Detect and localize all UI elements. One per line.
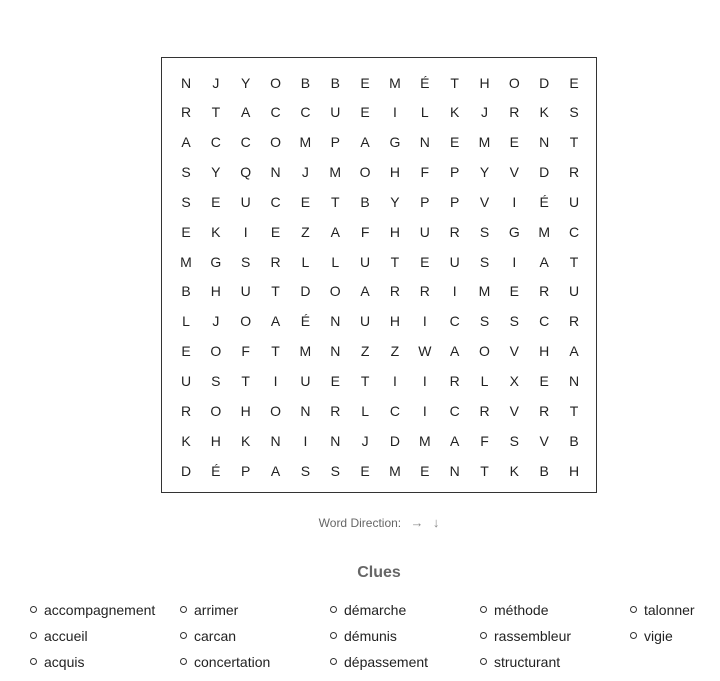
grid-letter[interactable]: I (512, 253, 517, 270)
grid-row (162, 217, 596, 247)
clue-item (480, 599, 571, 625)
clue-item (330, 651, 428, 677)
bullet-icon (330, 658, 337, 665)
grid-letter[interactable]: H (539, 343, 550, 360)
grid-letter[interactable]: C (240, 134, 251, 151)
grid-letter[interactable]: E (360, 74, 370, 91)
grid-letter[interactable]: D (539, 164, 550, 181)
grid-letter[interactable]: S (509, 432, 520, 449)
grid-letter[interactable]: O (270, 402, 281, 419)
grid-letter[interactable]: F (480, 432, 489, 449)
grid-letter[interactable]: C (270, 104, 281, 121)
grid-letter[interactable]: P (449, 193, 460, 210)
grid-letter[interactable]: N (270, 432, 281, 449)
bullet-icon (480, 606, 487, 613)
grid-letter[interactable]: S (211, 373, 221, 389)
grid-letter[interactable]: T (569, 402, 579, 419)
grid-letter[interactable]: A (360, 283, 370, 300)
grid-letter[interactable]: E (181, 343, 191, 360)
grid-letter[interactable]: M (299, 343, 312, 360)
grid-letter[interactable]: B (539, 462, 549, 479)
grid-letter[interactable]: A (360, 134, 370, 151)
grid-letter[interactable]: R (330, 402, 341, 419)
grid-row (162, 306, 596, 336)
grid-letter[interactable]: A (569, 343, 579, 360)
clue-column (30, 599, 155, 677)
clue-item (180, 625, 270, 651)
grid-letter[interactable]: B (330, 74, 340, 91)
grid-letter[interactable]: I (243, 223, 248, 240)
grid-letter[interactable]: É (211, 462, 221, 479)
grid-letter[interactable]: E (509, 134, 520, 151)
grid-letter[interactable]: O (479, 343, 490, 360)
grid-letter[interactable]: A (181, 134, 191, 151)
grid-row (162, 276, 596, 306)
grid-letter[interactable]: S (509, 313, 520, 330)
grid-letter[interactable]: U (568, 283, 580, 300)
grid-letter[interactable]: T (480, 462, 489, 479)
grid-letter[interactable]: J (212, 74, 220, 91)
grid-letter[interactable]: L (182, 313, 190, 330)
grid-letter[interactable]: Z (301, 223, 310, 240)
grid-letter[interactable]: I (303, 432, 308, 449)
grid-letter[interactable]: K (211, 223, 221, 240)
word-direction (0, 515, 720, 530)
clue-word: accompagnement (44, 602, 156, 618)
grid-row (162, 187, 596, 217)
grid-letter[interactable]: S (479, 253, 490, 270)
grid-letter[interactable]: J (361, 432, 369, 449)
arrow-down-icon: ↓ (432, 515, 440, 530)
grid-letter[interactable]: K (509, 462, 520, 479)
grid-letter[interactable]: M (478, 134, 491, 151)
clue-item (630, 599, 695, 625)
clue-column (480, 599, 571, 677)
bullet-icon (30, 658, 37, 665)
grid-letter[interactable]: I (452, 283, 457, 300)
grid-letter[interactable]: E (300, 193, 311, 210)
grid-letter[interactable]: U (300, 373, 311, 389)
grid-letter[interactable]: É (300, 313, 311, 330)
grid-letter[interactable]: A (330, 223, 340, 240)
grid-letter[interactable]: É (539, 193, 549, 210)
clue-item (30, 599, 155, 625)
grid-letter[interactable]: T (569, 253, 579, 270)
grid-letter[interactable]: D (389, 432, 400, 449)
grid-letter[interactable]: S (479, 223, 490, 240)
grid-letter[interactable]: H (479, 74, 490, 91)
grid-letter[interactable]: M (538, 223, 551, 240)
grid-letter[interactable]: R (509, 104, 520, 121)
grid-letter[interactable]: G (508, 223, 520, 240)
grid-letter[interactable]: C (449, 313, 460, 330)
grid-letter[interactable]: F (360, 223, 370, 240)
grid-letter[interactable]: R (389, 283, 400, 300)
grid-letter[interactable]: S (330, 462, 340, 479)
clue-item (330, 599, 428, 625)
grid-letter[interactable]: N (539, 134, 550, 151)
grid-row (162, 97, 596, 127)
clue-word: acquis (44, 654, 85, 670)
grid-letter[interactable]: M (418, 432, 431, 449)
grid-letter[interactable]: K (449, 104, 460, 121)
grid-letter[interactable]: K (241, 432, 251, 449)
grid-letter[interactable]: R (479, 402, 490, 419)
grid-row (162, 127, 596, 157)
clue-item (30, 625, 155, 651)
grid-letter[interactable]: I (422, 313, 427, 330)
grid-letter[interactable]: T (241, 373, 250, 389)
grid-letter[interactable]: C (568, 223, 580, 240)
bullet-icon (180, 632, 187, 639)
clue-word: méthode (494, 602, 549, 618)
grid-letter[interactable]: A (449, 343, 460, 360)
grid-letter[interactable]: H (240, 402, 251, 419)
grid-letter[interactable]: U (360, 313, 371, 330)
bullet-icon (30, 632, 37, 639)
clue-word: vigie (644, 628, 673, 644)
grid-letter[interactable]: M (478, 283, 491, 300)
grid-letter[interactable]: B (569, 432, 579, 449)
grid-letter[interactable]: V (539, 432, 549, 449)
grid-letter[interactable]: O (210, 343, 222, 360)
grid-letter[interactable]: J (212, 313, 220, 330)
grid-letter[interactable]: N (568, 373, 580, 389)
grid-letter[interactable]: R (419, 283, 430, 300)
grid-letter[interactable]: O (359, 164, 371, 181)
grid-letter[interactable]: C (300, 104, 311, 121)
clue-item (180, 651, 270, 677)
grid-letter[interactable]: M (180, 253, 192, 270)
grid-letter[interactable]: V (509, 164, 520, 181)
grid-letter[interactable]: P (420, 193, 430, 210)
grid-letter[interactable]: A (270, 313, 281, 330)
grid-letter[interactable]: C (270, 193, 281, 210)
grid-letter[interactable]: R (539, 283, 550, 300)
grid-letter[interactable]: N (330, 313, 341, 330)
clue-item (480, 651, 571, 677)
grid-letter[interactable]: R (449, 223, 460, 240)
grid-letter[interactable]: U (360, 253, 371, 270)
grid-letter[interactable]: S (300, 462, 311, 479)
clue-item (630, 625, 695, 651)
grid-letter[interactable]: K (539, 104, 549, 121)
grid-letter[interactable]: H (210, 432, 221, 449)
clue-word: concertation (194, 654, 271, 670)
grid-letter[interactable]: C (539, 313, 550, 330)
grid-letter[interactable]: F (241, 343, 250, 360)
grid-letter[interactable]: F (420, 164, 430, 181)
clue-word: démarche (344, 602, 407, 618)
grid-letter[interactable]: E (569, 74, 579, 91)
grid-row (162, 456, 596, 486)
grid-letter[interactable]: U (330, 104, 341, 121)
grid-letter[interactable]: R (449, 373, 460, 389)
grid-letter[interactable]: J (301, 164, 309, 181)
grid-letter[interactable]: S (479, 313, 490, 330)
bullet-icon (480, 632, 487, 639)
grid-row (162, 157, 596, 187)
clue-word: arrimer (194, 602, 239, 618)
bullet-icon (480, 658, 487, 665)
grid-letter[interactable]: Y (390, 193, 400, 210)
grid-letter[interactable]: T (211, 104, 221, 121)
grid-letter[interactable]: H (210, 283, 221, 300)
grid-letter[interactable]: R (568, 164, 580, 181)
grid-letter[interactable]: T (569, 134, 579, 151)
grid-letter[interactable]: O (270, 134, 281, 151)
grid-letter[interactable]: Y (241, 74, 251, 91)
grid-letter[interactable]: O (329, 283, 341, 300)
grid-letter[interactable]: N (449, 462, 460, 479)
clue-word: dépassement (344, 654, 429, 670)
bullet-icon (330, 606, 337, 613)
grid-letter[interactable]: U (240, 283, 251, 300)
grid-letter[interactable]: P (241, 462, 251, 479)
grid-letter[interactable]: G (389, 134, 401, 151)
grid-letter[interactable]: E (211, 193, 221, 210)
grid-letter[interactable]: X (509, 373, 520, 389)
grid-letter[interactable]: U (240, 193, 251, 210)
grid-row (162, 426, 596, 456)
grid-letter[interactable]: M (389, 462, 401, 479)
clue-word: accueil (44, 628, 88, 644)
clue-column (630, 599, 695, 651)
grid-letter[interactable]: N (419, 134, 430, 151)
grid-letter[interactable]: B (181, 283, 191, 300)
grid-letter[interactable]: T (450, 74, 459, 91)
grid-letter[interactable]: L (361, 402, 369, 419)
grid-letter[interactable]: K (181, 432, 191, 449)
grid-letter[interactable]: M (329, 164, 342, 181)
grid-letter[interactable]: A (270, 462, 281, 479)
grid-letter[interactable]: Z (390, 343, 400, 360)
grid-letter[interactable]: C (210, 134, 221, 151)
grid-letter[interactable]: G (210, 253, 222, 270)
grid-letter[interactable]: H (389, 164, 400, 181)
grid-letter[interactable]: I (392, 373, 397, 389)
grid-letter[interactable]: L (301, 253, 310, 270)
grid-letter[interactable]: Q (240, 164, 252, 181)
grid-row (162, 366, 596, 396)
clue-word: démunis (344, 628, 397, 644)
bullet-icon (630, 632, 637, 639)
word-direction-label: Word Direction: (318, 516, 402, 530)
grid-letter[interactable]: Y (211, 164, 221, 181)
grid-row (162, 336, 596, 366)
grid-letter[interactable]: R (568, 313, 580, 330)
grid-letter[interactable]: A (241, 104, 251, 121)
grid-letter[interactable]: Y (479, 164, 490, 181)
grid-letter[interactable]: R (180, 402, 192, 419)
grid-letter[interactable]: L (420, 104, 429, 121)
grid-letter[interactable]: S (241, 253, 251, 270)
grid-letter[interactable]: P (449, 164, 460, 181)
grid-letter[interactable]: I (392, 104, 397, 121)
grid-letter[interactable]: I (422, 373, 427, 389)
grid-letter[interactable]: N (330, 343, 341, 360)
grid-letter[interactable]: E (420, 253, 430, 270)
grid-letter[interactable]: Z (360, 343, 370, 360)
grid-letter[interactable]: I (512, 193, 517, 210)
grid-letter[interactable]: H (389, 313, 400, 330)
grid-letter[interactable]: V (479, 193, 490, 210)
grid-letter[interactable]: T (271, 283, 280, 300)
grid-row (162, 247, 596, 277)
grid-row (162, 396, 596, 426)
grid-letter[interactable]: É (420, 74, 430, 91)
grid-letter[interactable]: C (449, 402, 460, 419)
grid-row (162, 68, 596, 98)
clue-word: talonner (644, 602, 695, 618)
bullet-icon (330, 632, 337, 639)
grid-letter[interactable]: O (508, 74, 520, 91)
grid-letter[interactable]: E (420, 462, 430, 479)
grid-letter[interactable]: L (480, 373, 489, 389)
grid-letter[interactable]: N (180, 74, 192, 91)
grid-letter[interactable]: S (181, 164, 191, 181)
grid-letter[interactable]: E (449, 134, 460, 151)
grid-letter[interactable]: U (419, 223, 430, 240)
grid-letter[interactable]: P (330, 134, 340, 151)
grid-letter[interactable]: E (330, 373, 340, 389)
grid-letter[interactable]: H (389, 223, 400, 240)
grid-letter[interactable]: D (300, 283, 311, 300)
grid-letter[interactable]: T (390, 253, 400, 270)
grid-letter[interactable]: E (181, 223, 191, 240)
clue-column (180, 599, 270, 677)
grid-letter[interactable]: C (389, 402, 400, 419)
bullet-icon (180, 606, 187, 613)
grid-letter[interactable]: U (568, 193, 580, 210)
grid-letter[interactable]: N (330, 432, 341, 449)
word-search-grid (161, 57, 597, 493)
grid-letter[interactable]: O (210, 402, 222, 419)
clue-item (30, 651, 155, 677)
grid-letter[interactable]: N (270, 164, 281, 181)
grid-letter[interactable]: E (270, 223, 281, 240)
clue-word: structurant (494, 654, 561, 670)
grid-letter[interactable]: D (180, 462, 192, 479)
grid-letter[interactable]: A (449, 432, 460, 449)
grid-letter[interactable]: N (300, 402, 311, 419)
clue-item (480, 625, 571, 651)
clue-word: rassembleur (494, 628, 572, 644)
grid-letter[interactable]: V (509, 402, 520, 419)
grid-letter[interactable]: I (273, 373, 278, 389)
grid-letter[interactable]: U (180, 373, 192, 389)
grid-letter[interactable]: W (418, 343, 432, 360)
grid-letter[interactable]: T (271, 343, 280, 360)
grid-letter[interactable]: S (569, 104, 579, 121)
clue-item (330, 625, 428, 651)
grid-letter[interactable]: O (240, 313, 252, 330)
grid-letter[interactable]: E (539, 373, 549, 389)
grid-letter[interactable]: H (568, 462, 580, 479)
grid-letter[interactable]: M (389, 74, 401, 91)
grid-letter[interactable]: A (539, 253, 549, 270)
grid-letter[interactable]: R (270, 253, 281, 270)
bullet-icon (30, 606, 37, 613)
grid-letter[interactable]: R (539, 402, 550, 419)
bullet-icon (180, 658, 187, 665)
clue-word: carcan (194, 628, 237, 644)
grid-letter[interactable]: T (360, 373, 370, 389)
grid-letter[interactable]: R (180, 104, 192, 121)
grid-letter[interactable]: B (300, 74, 311, 91)
grid-letter[interactable]: E (360, 104, 370, 121)
grid-letter[interactable]: B (360, 193, 370, 210)
clue-column (330, 599, 428, 677)
grid-letter[interactable]: S (181, 193, 191, 210)
grid-letter[interactable]: J (481, 104, 488, 121)
grid-letter[interactable]: L (331, 253, 340, 270)
grid-letter[interactable]: V (509, 343, 520, 360)
grid-letter[interactable]: E (360, 462, 370, 479)
grid-letter[interactable]: D (539, 74, 550, 91)
clue-item (180, 599, 270, 625)
grid-letter[interactable]: E (509, 283, 520, 300)
grid-letter[interactable]: T (330, 193, 340, 210)
arrow-right-icon: → (410, 515, 424, 530)
clues-title: Clues (357, 564, 401, 581)
grid-letter[interactable]: U (449, 253, 460, 270)
bullet-icon (630, 606, 637, 613)
grid-letter[interactable]: M (299, 134, 312, 151)
grid-letter[interactable]: O (270, 74, 281, 91)
grid-letter[interactable]: I (422, 402, 427, 419)
